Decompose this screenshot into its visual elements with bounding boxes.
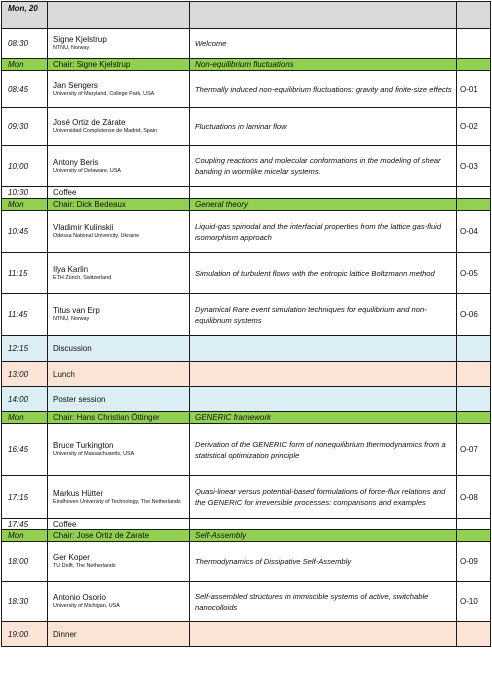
talk-row [2, 108, 491, 146]
talk-code: O-06 [457, 294, 491, 336]
speaker-affiliation: TU Delft, The Netherlands [53, 563, 116, 569]
speaker-affiliation: NTNU, Norway [53, 45, 90, 51]
speaker-affiliation: University of Massachusetts, USA [53, 451, 135, 457]
session-code-cell [457, 530, 491, 542]
talk-code: O-09 [457, 542, 491, 582]
talk-title-cell [190, 71, 457, 108]
talk-code: O-10 [457, 582, 491, 622]
session-code-cell [457, 199, 491, 211]
time-cell: 17:45 [2, 519, 48, 530]
talk-code: O-05 [457, 253, 491, 294]
day-label: Mon, 20 [2, 2, 48, 29]
header-cell [190, 2, 457, 29]
time-cell: 17:15 [2, 476, 48, 519]
session-title: General theory [190, 199, 457, 211]
talk-code: O-08 [457, 476, 491, 519]
time-cell: 09:30 [2, 108, 48, 146]
empty-cell [190, 187, 457, 199]
break-label: Coffee [48, 519, 190, 530]
time-cell: 11:15 [2, 253, 48, 294]
speaker-cell [48, 424, 190, 476]
day-header-row [2, 2, 491, 29]
talk-code: O-02 [457, 108, 491, 146]
session-header-row [2, 412, 491, 424]
session-title: Non-equilibrium fluctuations [190, 59, 457, 71]
talk-row [2, 294, 491, 336]
empty-cell [190, 519, 457, 530]
break-label: Poster session [48, 387, 190, 412]
talk-row [2, 71, 491, 108]
talk-code [457, 29, 491, 59]
speaker-name: Bruce Turkington [53, 441, 114, 450]
speaker-cell [48, 29, 190, 59]
speaker-name: Vladimir Kulinskii [53, 223, 114, 232]
talk-title-cell [190, 542, 457, 582]
session-code-cell [457, 412, 491, 424]
talk-row [2, 253, 491, 294]
talk-title-cell [190, 29, 457, 59]
speaker-affiliation: ETH Zürich, Switzerland [53, 274, 112, 281]
talk-row [2, 424, 491, 476]
session-day: Mon [2, 199, 48, 211]
speaker-cell [48, 582, 190, 622]
talk-code: O-04 [457, 211, 491, 253]
break-label: Dinner [48, 622, 190, 647]
speaker-name: José Ortiz de Zárate [53, 118, 126, 127]
speaker-cell [48, 146, 190, 187]
talk-title: Thermodynamics of Dissipative Self-Assembly [195, 557, 352, 566]
talk-title-cell [190, 108, 457, 146]
talk-title: Dynamical Rare event simulation techniques for equilibrium and non-equilibrium systems [195, 304, 427, 325]
talk-row [2, 211, 491, 253]
session-header-row [2, 59, 491, 71]
talk-row [2, 146, 491, 187]
speaker-cell [48, 108, 190, 146]
talk-title-cell [190, 253, 457, 294]
speaker-name: Signe Kjelstrup [53, 35, 107, 44]
header-cell [457, 2, 491, 29]
speaker-cell [48, 211, 190, 253]
time-cell: 16:45 [2, 424, 48, 476]
break-row [2, 622, 491, 647]
empty-cell [457, 519, 491, 530]
session-day: Mon [2, 530, 48, 542]
time-cell: 11:45 [2, 294, 48, 336]
talk-row [2, 582, 491, 622]
empty-cell [457, 362, 491, 387]
speaker-affiliation: University of Maryland, College Park, USA [53, 90, 155, 97]
talk-title-cell [190, 424, 457, 476]
break-row [2, 362, 491, 387]
talk-row [2, 476, 491, 519]
empty-cell [457, 387, 491, 412]
talk-title-cell [190, 294, 457, 336]
time-cell: 12:15 [2, 336, 48, 362]
speaker-name: Antonio Osorio [53, 593, 106, 602]
speaker-cell [48, 476, 190, 519]
empty-cell [457, 187, 491, 199]
session-header-row [2, 530, 491, 542]
talk-code: O-01 [457, 71, 491, 108]
session-chair: Chair: Hans Christian Öttinger [48, 412, 190, 424]
speaker-name: Ilya Karlin [53, 264, 89, 274]
break-label: Coffee [48, 187, 190, 199]
talk-title: Thermally induced non-equilibrium fluctuations: gravity and finite-size effects [195, 84, 452, 94]
speaker-affiliation: NTNU, Norway [53, 316, 90, 322]
break-row [2, 187, 491, 199]
speaker-cell [48, 71, 190, 108]
speaker-name: Jan Sengers [53, 80, 98, 90]
speaker-cell [48, 294, 190, 336]
time-cell: 08:30 [2, 29, 48, 59]
speaker-name: Ger Koper [53, 553, 90, 562]
speaker-affiliation: Universidad Complutense de Madrid, Spain [53, 128, 157, 134]
talk-title: Liquid-gas spinodal and the interfacial properties from the lattice gas-fluid isomorphism approach [195, 221, 442, 242]
talk-title: Simulation of turbulent flows with the entropic lattice Boltzmann method [195, 268, 435, 278]
session-code-cell [457, 59, 491, 71]
time-cell: 18:30 [2, 582, 48, 622]
speaker-cell [48, 542, 190, 582]
session-chair: Chair: Dick Bedeaux [48, 199, 190, 211]
empty-cell [190, 622, 457, 647]
break-row [2, 336, 491, 362]
talk-row [2, 29, 491, 59]
talk-title: Fluctuations in laminar flow [195, 122, 287, 131]
talk-title: Self-assembled structures in immiscible systems of active, switchable nanocolloids [195, 591, 429, 612]
session-day: Mon [2, 412, 48, 424]
time-cell: 10:00 [2, 146, 48, 187]
break-row [2, 387, 491, 412]
talk-title-cell [190, 146, 457, 187]
talk-title-cell [190, 582, 457, 622]
empty-cell [190, 387, 457, 412]
speaker-affiliation: University of Delaware, USA [53, 167, 122, 174]
talk-title-cell [190, 211, 457, 253]
speaker-name: Markus Hütter [53, 488, 104, 498]
time-cell: 10:45 [2, 211, 48, 253]
time-cell: 13:00 [2, 362, 48, 387]
break-label: Discussion [48, 336, 190, 362]
talk-code: O-07 [457, 424, 491, 476]
talk-title: Derivation of the GENERIC form of nonequilibrium thermodynamics from a statistical optimization principle [195, 439, 446, 460]
session-header-row [2, 199, 491, 211]
talk-row [2, 542, 491, 582]
empty-cell [457, 622, 491, 647]
empty-cell [457, 336, 491, 362]
talk-title: Welcome [195, 39, 227, 48]
time-cell: 18:00 [2, 542, 48, 582]
schedule-table [1, 1, 491, 647]
talk-code: O-03 [457, 146, 491, 187]
talk-title: Coupling reactions and molecular conformations in the modeling of shear banding in wormlike micelar systems. [195, 156, 441, 176]
header-cell [48, 2, 190, 29]
break-row [2, 519, 491, 530]
speaker-affiliation: Odessa National University, Ukraine [53, 233, 140, 239]
speaker-affiliation: Eindhoven University of Technology, The Netherlands [53, 498, 181, 505]
break-label: Lunch [48, 362, 190, 387]
speaker-name: Titus van Erp [53, 306, 100, 315]
speaker-name: Antony Beris [53, 157, 99, 167]
time-cell: 08:45 [2, 71, 48, 108]
empty-cell [190, 362, 457, 387]
talk-title: Quasi-linear versus potential-based formulations of force-flux relations and the GENERIC for irreversible processes: comparisons and examples [195, 487, 446, 507]
empty-cell [190, 336, 457, 362]
session-title: GENERIC framework [190, 412, 457, 424]
session-day: Mon [2, 59, 48, 71]
session-title: Self-Assembly [190, 530, 457, 542]
speaker-cell [48, 253, 190, 294]
time-cell: 14:00 [2, 387, 48, 412]
session-chair: Chair: Signe Kjelstrup [48, 59, 190, 71]
talk-title-cell [190, 476, 457, 519]
time-cell: 10:30 [2, 187, 48, 199]
session-chair: Chair: Jose Ortiz de Zarate [48, 530, 190, 542]
time-cell: 19:00 [2, 622, 48, 647]
speaker-affiliation: University of Michigan, USA [53, 603, 120, 609]
